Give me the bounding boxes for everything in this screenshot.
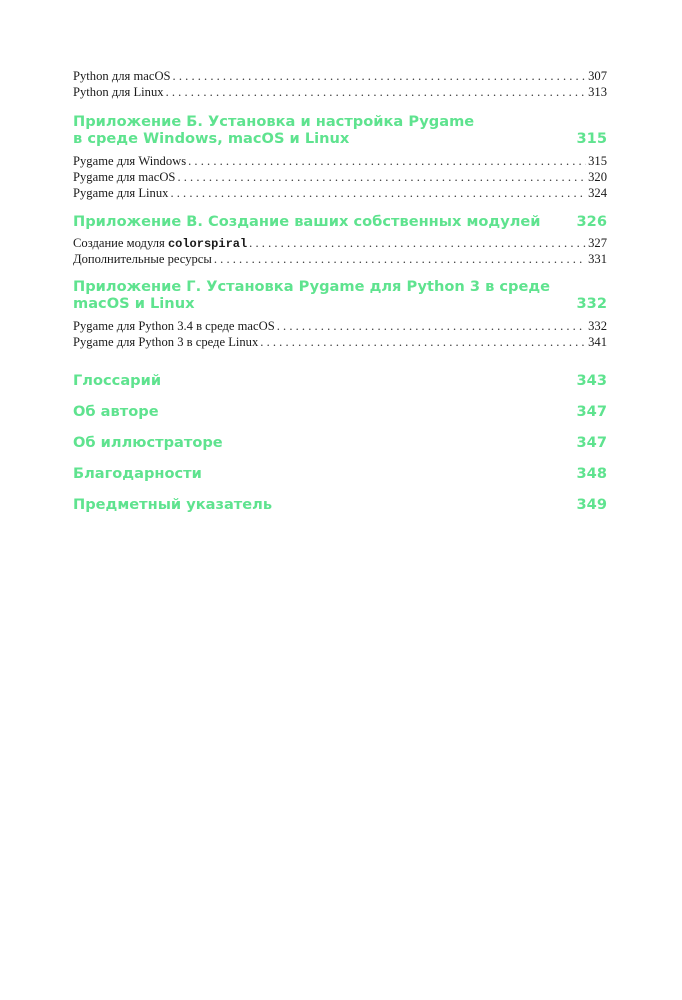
toc-heading-title: Благодарности xyxy=(73,465,202,482)
toc-heading-page: 347 xyxy=(576,403,607,420)
toc-entry-page: 320 xyxy=(588,170,607,184)
toc-leader-dots xyxy=(260,334,586,350)
toc-entry-python-linux[interactable] xyxy=(73,84,607,100)
toc-entry-label: Pygame для Windows xyxy=(73,154,187,168)
toc-entry-label: Pygame для Python 3.4 в среде macOS xyxy=(73,319,275,333)
toc-entry-page: 307 xyxy=(588,69,607,83)
spacer xyxy=(73,420,607,434)
toc-entry-label: Pygame для Python 3 в среде Linux xyxy=(73,335,259,349)
toc-heading-page: 349 xyxy=(576,496,607,513)
toc-heading-page: 332 xyxy=(576,295,607,312)
toc-entry-pygame-python34-macos[interactable] xyxy=(73,318,607,334)
toc-heading-page: 315 xyxy=(576,130,607,147)
toc-leader-dots xyxy=(249,235,586,251)
toc-entry-label: Pygame для Linux xyxy=(73,186,169,200)
toc-heading-page: 343 xyxy=(576,372,607,389)
toc-entry-label: Python для Linux xyxy=(73,85,164,99)
toc-leader-dots xyxy=(173,68,587,84)
toc-entry-page: 313 xyxy=(588,85,607,99)
toc-heading-page: 326 xyxy=(576,213,607,230)
toc-heading-appendix-g[interactable] xyxy=(73,278,607,312)
toc-entry-label: Дополнительные ресурсы xyxy=(73,252,212,266)
toc-entry-pygame-windows[interactable] xyxy=(73,153,607,169)
toc-heading-page: 348 xyxy=(576,465,607,482)
toc-leader-dots xyxy=(188,153,586,169)
toc-leader-dots xyxy=(177,169,586,185)
toc-heading-about-illustrator[interactable] xyxy=(73,434,607,451)
spacer xyxy=(73,482,607,496)
toc-leader-dots xyxy=(277,318,586,334)
toc-entry-page: 315 xyxy=(588,154,607,168)
toc-heading-title: Глоссарий xyxy=(73,372,162,389)
toc-entry-pygame-linux[interactable] xyxy=(73,185,607,201)
toc-heading-title xyxy=(73,278,550,312)
toc-heading-line2: в среде Windows, macOS и Linux xyxy=(73,130,350,147)
toc-entry-code: colorspiral xyxy=(167,237,248,251)
toc-entry-pygame-python3-linux[interactable] xyxy=(73,334,607,350)
toc-leader-dots xyxy=(166,84,587,100)
spacer xyxy=(73,350,607,372)
toc-heading-page: 347 xyxy=(576,434,607,451)
toc-entry-page: 324 xyxy=(588,186,607,200)
toc-entry-page: 331 xyxy=(588,252,607,266)
toc-entry-page: 327 xyxy=(588,236,607,250)
toc-heading-about-author[interactable] xyxy=(73,403,607,420)
toc-entry-colorspiral-module[interactable] xyxy=(73,235,607,251)
toc-heading-line2: macOS и Linux xyxy=(73,295,195,312)
toc-entry-label: Pygame для macOS xyxy=(73,170,176,184)
toc-heading-glossary[interactable] xyxy=(73,372,607,389)
toc-heading-appendix-v[interactable] xyxy=(73,213,607,230)
toc-heading-title: Об иллюстраторе xyxy=(73,434,223,451)
toc-entry-pygame-macos[interactable] xyxy=(73,169,607,185)
toc-entry-additional-resources[interactable] xyxy=(73,251,607,267)
toc-heading-line1: Приложение Б. Установка и настройка Pygame xyxy=(73,113,475,130)
spacer xyxy=(73,389,607,403)
toc-entry-python-macos[interactable] xyxy=(73,68,607,84)
table-of-contents xyxy=(73,68,607,513)
toc-heading-line1: Приложение Г. Установка Pygame для Python 3 в среде xyxy=(73,278,551,295)
toc-heading-title: Об авторе xyxy=(73,403,159,420)
toc-heading-appendix-b[interactable] xyxy=(73,113,607,147)
toc-entry-label-prefix: Создание модуля xyxy=(73,236,168,250)
toc-entry-page: 341 xyxy=(588,335,607,349)
toc-heading-acknowledgements[interactable] xyxy=(73,465,607,482)
toc-heading-title: Предметный указатель xyxy=(73,496,273,513)
toc-heading-title xyxy=(73,113,474,147)
spacer xyxy=(73,451,607,465)
toc-entry-label: Python для macOS xyxy=(73,69,171,83)
toc-leader-dots xyxy=(214,251,586,267)
toc-entry-label xyxy=(73,235,247,252)
toc-heading-title: Приложение В. Создание ваших собственных модулей xyxy=(73,213,541,230)
toc-entry-page: 332 xyxy=(588,319,607,333)
toc-heading-index[interactable] xyxy=(73,496,607,513)
toc-leader-dots xyxy=(170,185,586,201)
